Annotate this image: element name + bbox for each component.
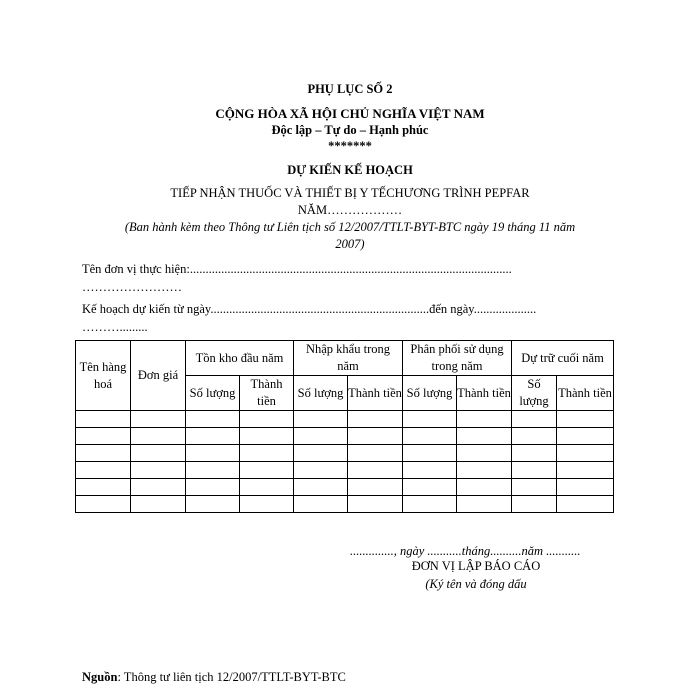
table-cell (294, 479, 348, 496)
table-cell (186, 462, 240, 479)
table-cell (348, 496, 403, 513)
country-name: CỘNG HÒA XÃ HỘI CHỦ NGHĨA VIỆT NAM (215, 106, 485, 121)
table-body (76, 411, 614, 513)
table-cell (557, 428, 614, 445)
table-cell (240, 411, 294, 428)
table-cell (240, 479, 294, 496)
source-note (82, 670, 346, 685)
col-item-name: Tên hàng hoá (76, 341, 131, 411)
table-cell (557, 445, 614, 462)
table-cell (294, 445, 348, 462)
group-distribution: Phân phối sử dụng trong năm (403, 341, 512, 376)
table-cell (76, 428, 131, 445)
table-cell (186, 496, 240, 513)
table-cell (457, 428, 512, 445)
table-cell (557, 411, 614, 428)
table-cell (403, 496, 457, 513)
source-text: : Thông tư liên tịch 12/2007/TTLT-BYT-BTC (117, 670, 346, 684)
table-cell (131, 496, 186, 513)
sub-qty: Số lượng (186, 376, 240, 411)
reporting-unit: ĐƠN VỊ LẬP BÁO CÁO (411, 559, 541, 573)
date-line: .............., ngày ...........tháng..........năm ........... (350, 544, 581, 558)
table-row (76, 479, 614, 496)
table-cell (294, 462, 348, 479)
table-cell (240, 462, 294, 479)
national-motto: Độc lập – Tự do – Hạnh phúc (271, 123, 429, 137)
table-cell (348, 445, 403, 462)
table-cell (76, 496, 131, 513)
table-cell (76, 479, 131, 496)
plan-table (75, 340, 614, 513)
plan-period-field (82, 302, 536, 317)
table-cell (403, 428, 457, 445)
table-cell (348, 462, 403, 479)
table-cell (512, 479, 557, 496)
table-row (76, 411, 614, 428)
table-header-row (76, 341, 614, 376)
group-closing-reserve: Dự trữ cuối năm (512, 341, 614, 376)
sub-amount: Thành tiền (240, 376, 294, 411)
group-import: Nhập khẩu trong năm (294, 341, 403, 376)
table-row (76, 496, 614, 513)
table-cell (186, 479, 240, 496)
table-cell (403, 445, 457, 462)
sub-amount: Thành tiền (457, 376, 512, 411)
source-label: Nguồn (82, 670, 118, 684)
table-cell (512, 428, 557, 445)
table-cell (240, 428, 294, 445)
table-cell (348, 479, 403, 496)
plan-period-continuation: ………......... (82, 320, 148, 334)
table-cell (403, 479, 457, 496)
unit-field (82, 262, 512, 277)
table-cell (294, 411, 348, 428)
table-cell (557, 462, 614, 479)
document-subtitle: TIẾP NHẬN THUỐC VÀ THIẾT BỊ Y TẾCHƯƠNG TRÌNH PEPFAR (170, 186, 530, 200)
plan-to-dots: .................... (473, 302, 537, 316)
plan-from-dots: ...................................................................... (210, 302, 430, 316)
table-cell (131, 411, 186, 428)
table-cell (76, 411, 131, 428)
table-cell (186, 445, 240, 462)
table-cell (512, 462, 557, 479)
table-cell (76, 445, 131, 462)
stars-divider: ******* (328, 139, 372, 153)
table-cell (186, 411, 240, 428)
table-cell (457, 479, 512, 496)
table-cell (403, 411, 457, 428)
table-cell (240, 496, 294, 513)
sub-amount: Thành tiền (557, 376, 614, 411)
issuance-note-line2: 2007) (335, 237, 365, 251)
table-row (76, 428, 614, 445)
sub-qty: Số lượng (512, 376, 557, 411)
table-cell (294, 428, 348, 445)
table-cell (348, 411, 403, 428)
table-cell (457, 462, 512, 479)
document-title: DỰ KIẾN KẾ HOẠCH (287, 163, 413, 177)
table-cell (76, 462, 131, 479)
issuance-note-line1: (Ban hành kèm theo Thông tư Liên tịch số 12/2007/TTLT-BYT-BTC ngày 19 tháng 11 năm (124, 220, 576, 234)
table-cell (557, 496, 614, 513)
table-row (76, 445, 614, 462)
table-cell (131, 428, 186, 445)
table-cell (557, 479, 614, 496)
plan-year: NĂM……………… (297, 203, 403, 217)
sub-amount: Thành tiền (348, 376, 403, 411)
plan-to-label: đến ngày (429, 302, 474, 316)
table-cell (512, 445, 557, 462)
table-cell (512, 496, 557, 513)
table-cell (457, 411, 512, 428)
appendix-heading: PHỤ LỤC SỐ 2 (307, 82, 393, 96)
table-cell (186, 428, 240, 445)
table-cell (457, 496, 512, 513)
table-cell (131, 462, 186, 479)
col-unit-price: Đơn giá (131, 341, 186, 411)
group-opening-stock: Tồn kho đầu năm (186, 341, 294, 376)
signature-note: (Ký tên và đóng dấu (425, 577, 527, 591)
unit-label: Tên đơn vị thực hiện: (82, 262, 190, 276)
plan-from-label: Kế hoạch dự kiến từ ngày (82, 302, 211, 316)
table-cell (131, 479, 186, 496)
table-cell (294, 496, 348, 513)
table-cell (457, 445, 512, 462)
table-cell (348, 428, 403, 445)
table-cell (512, 411, 557, 428)
table-cell (403, 462, 457, 479)
unit-field-continuation: …………………… (82, 280, 182, 294)
table-row (76, 462, 614, 479)
table-cell (131, 445, 186, 462)
sub-qty: Số lượng (403, 376, 457, 411)
table-cell (240, 445, 294, 462)
sub-qty: Số lượng (294, 376, 348, 411)
unit-dots: ....................................................................................................... (189, 262, 512, 276)
